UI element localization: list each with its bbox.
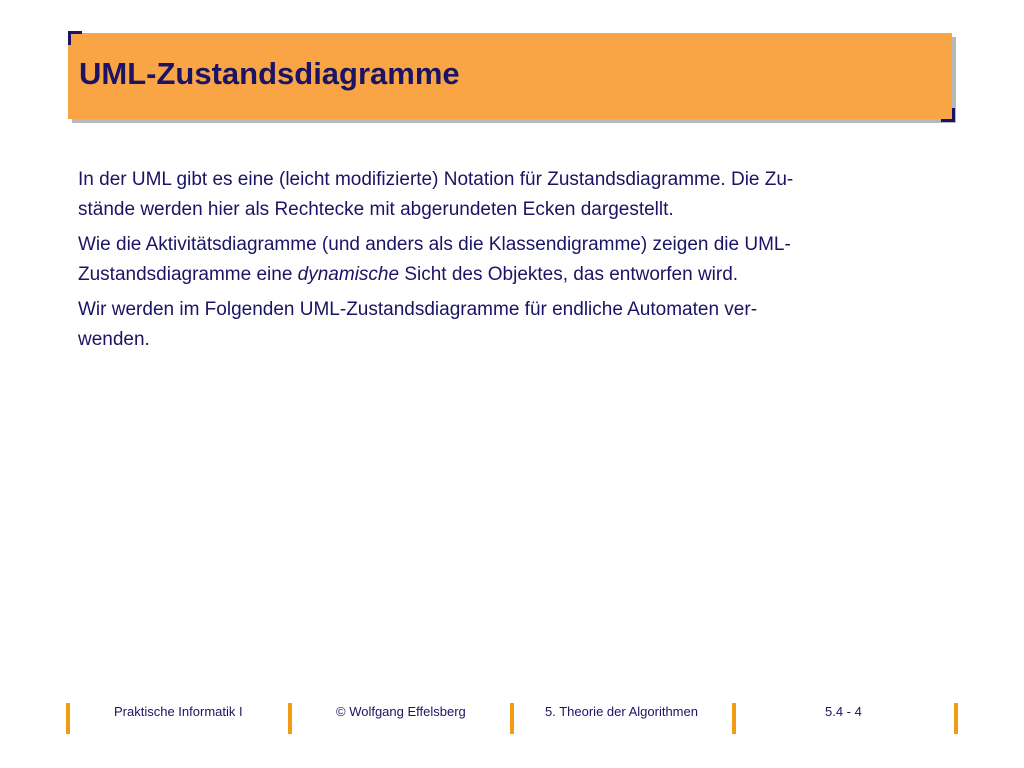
paragraph-2-line-2 bbox=[78, 260, 948, 290]
paragraph-3-line-1: Wir werden im Folgenden UML-Zustandsdiagramme für endliche Automaten ver- bbox=[78, 299, 758, 320]
paragraph-3-line-2: wenden. bbox=[78, 329, 150, 350]
paragraph-1-line-1: In der UML gibt es eine (leicht modifizierte) Notation für Zustandsdiagramme. Die Zu- bbox=[78, 169, 794, 190]
paragraph-3 bbox=[78, 295, 948, 355]
footer-divider-2 bbox=[288, 703, 292, 734]
footer-author: © Wolfgang Effelsberg bbox=[336, 704, 466, 719]
slide-title: UML-Zustandsdiagramme bbox=[79, 56, 460, 91]
footer-page-number: 5.4 - 4 bbox=[825, 704, 862, 719]
footer-divider-3 bbox=[510, 703, 514, 734]
paragraph-1 bbox=[78, 165, 948, 225]
footer-divider-4 bbox=[732, 703, 736, 734]
paragraph-2-text-after: Sicht des Objektes, das entworfen wird. bbox=[399, 264, 739, 285]
slide-body bbox=[78, 165, 948, 360]
paragraph-1-line-2: stände werden hier als Rechtecke mit abgerundeten Ecken dargestellt. bbox=[78, 199, 674, 220]
footer-course: Praktische Informatik I bbox=[114, 704, 243, 719]
paragraph-2 bbox=[78, 230, 948, 290]
footer-divider-1 bbox=[66, 703, 70, 734]
footer-divider-5 bbox=[954, 703, 958, 734]
footer-chapter: 5. Theorie der Algorithmen bbox=[545, 704, 698, 719]
paragraph-2-line-1: Wie die Aktivitätsdiagramme (und anders als die Klassendigramme) zeigen die UML- bbox=[78, 234, 791, 255]
title-corner-bottom-right bbox=[941, 108, 955, 122]
paragraph-2-emphasis: dynamische bbox=[297, 264, 400, 285]
paragraph-2-text-before: Zustandsdiagramme eine bbox=[78, 264, 298, 285]
title-corner-top-left bbox=[68, 31, 82, 45]
